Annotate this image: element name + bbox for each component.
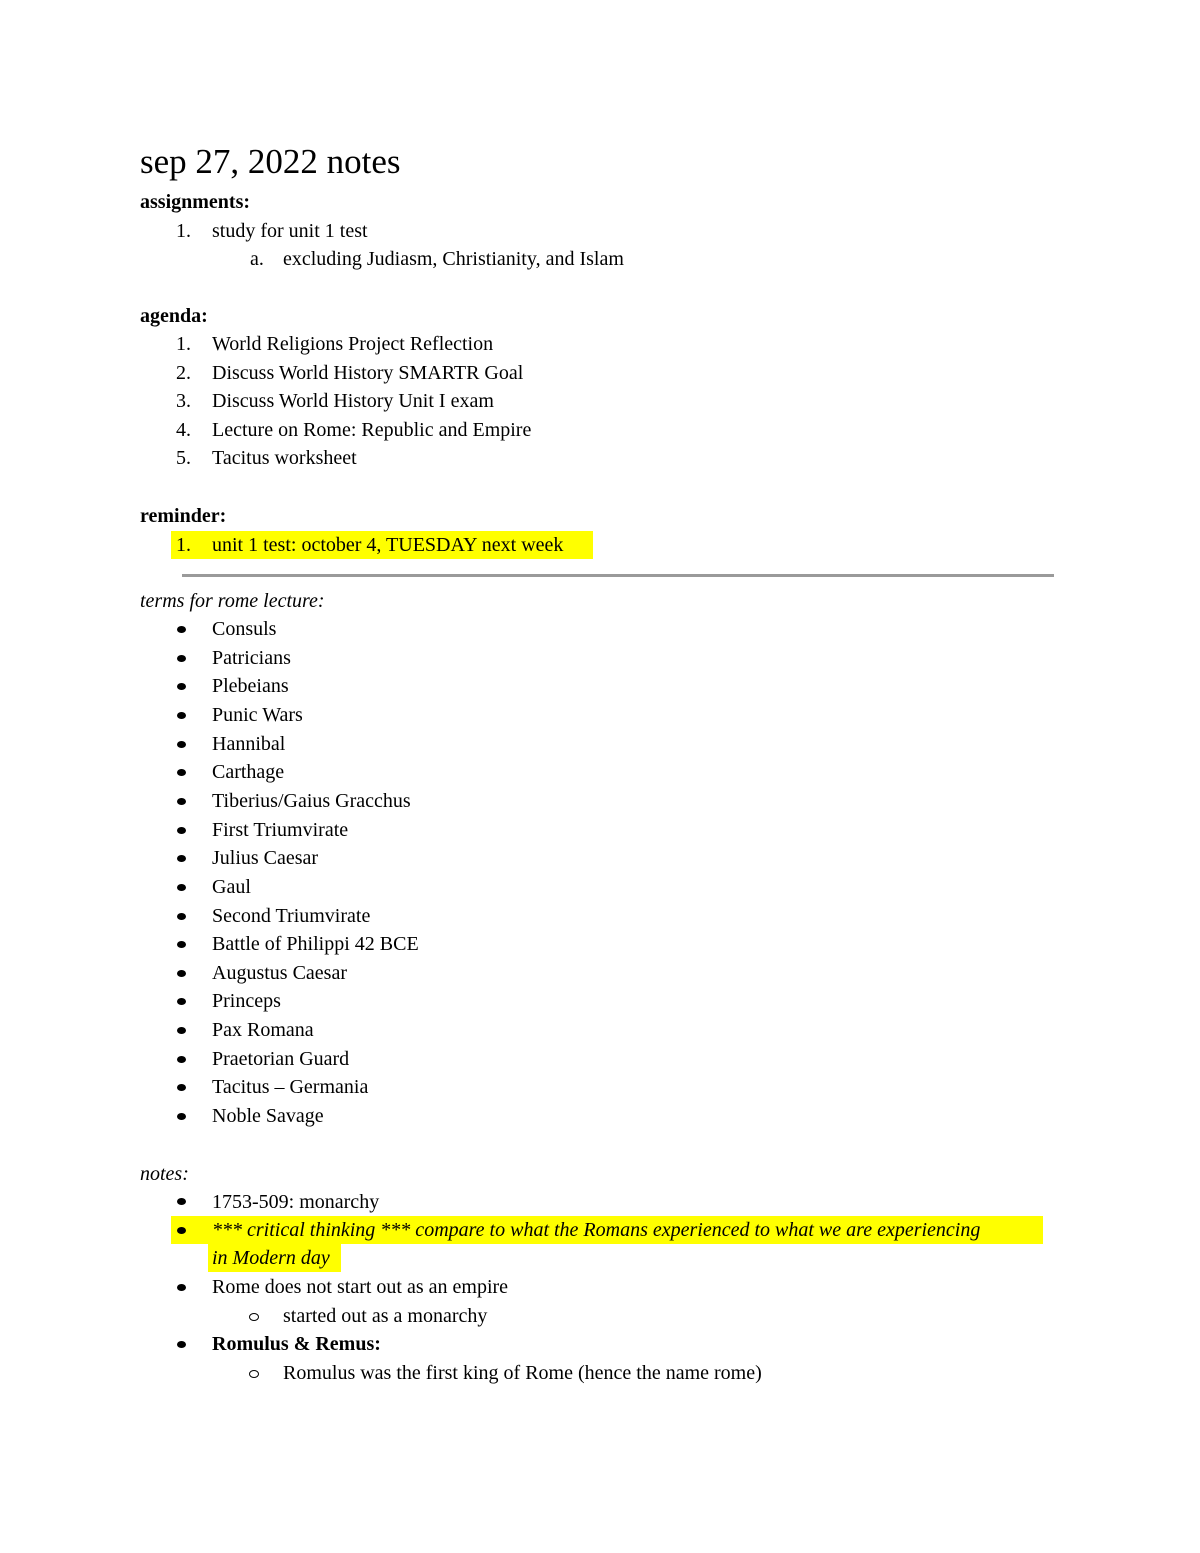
bullet-icon: [177, 970, 186, 977]
notes-item: Rome does not start out as an empire: [212, 1276, 509, 1298]
agenda-marker: 1.: [176, 333, 191, 355]
notes-item: 1753-509: monarchy: [212, 1191, 380, 1213]
assignments-heading: assignments:: [140, 191, 251, 213]
term-item: Princeps: [212, 990, 281, 1013]
bullet-icon: [177, 655, 186, 662]
bullet-icon: [177, 1084, 186, 1091]
bullet-icon: [177, 1198, 186, 1205]
agenda-heading: agenda:: [140, 305, 208, 327]
term-item: Second Triumvirate: [212, 904, 371, 927]
term-item: Battle of Philippi 42 BCE: [212, 933, 419, 956]
term-item: Consuls: [212, 618, 277, 640]
term-item: Praetorian Guard: [212, 1047, 350, 1070]
assignment-subitem-marker: a.: [250, 248, 264, 270]
bullet-icon: [177, 998, 186, 1005]
assignment-item: study for unit 1 test: [212, 220, 368, 242]
agenda-marker: 2.: [176, 362, 191, 384]
agenda-item: Lecture on Rome: Republic and Empire: [212, 419, 532, 441]
bullet-icon: [177, 626, 186, 633]
assignment-subitem: excluding Judiasm, Christianity, and Islam: [283, 248, 624, 270]
critical-thinking-line-cont: in Modern day: [212, 1247, 330, 1269]
bullet-icon: [177, 941, 186, 948]
page-title: sep 27, 2022 notes: [140, 142, 401, 181]
critical-thinking-line: *** critical thinking *** compare to what the Romans experienced to what we are experiencing: [212, 1219, 981, 1241]
term-item: Pax Romana: [212, 1019, 314, 1042]
bullet-icon: [177, 1113, 186, 1120]
notes-subitem: started out as a monarchy: [283, 1305, 488, 1327]
term-item: Noble Savage: [212, 1105, 324, 1128]
hollow-bullet-icon: [249, 1313, 259, 1321]
bullet-icon: [177, 1227, 186, 1234]
term-item: Plebeians: [212, 675, 289, 698]
term-item: Carthage: [212, 761, 285, 784]
bullet-icon: [177, 1284, 186, 1291]
agenda-marker: 3.: [176, 390, 191, 412]
agenda-item: Discuss World History SMARTR Goal: [212, 362, 524, 384]
hollow-bullet-icon: [249, 1370, 259, 1378]
bullet-icon: [177, 769, 186, 776]
term-item: Augustus Caesar: [212, 961, 347, 984]
reminder-item: unit 1 test: october 4, TUESDAY next week: [212, 534, 564, 556]
bullet-icon: [177, 913, 186, 920]
horizontal-divider: [182, 574, 1054, 577]
term-item: Hannibal: [212, 732, 286, 755]
reminder-heading: reminder:: [140, 505, 227, 527]
bullet-icon: [177, 798, 186, 805]
reminder-marker: 1.: [176, 534, 191, 556]
bullet-icon: [177, 1341, 186, 1348]
term-item: Punic Wars: [212, 703, 303, 726]
agenda-item: World Religions Project Reflection: [212, 333, 494, 355]
bullet-icon: [177, 827, 186, 834]
bullet-icon: [177, 712, 186, 719]
term-item: Tiberius/Gaius Gracchus: [212, 789, 411, 812]
bullet-icon: [177, 683, 186, 690]
agenda-marker: 5.: [176, 447, 191, 469]
agenda-marker: 4.: [176, 419, 191, 441]
term-item: Julius Caesar: [212, 847, 319, 870]
terms-heading: terms for rome lecture:: [140, 590, 325, 612]
term-item: Patricians: [212, 646, 291, 669]
term-item: Tacitus – Germania: [212, 1076, 369, 1099]
term-item: First Triumvirate: [212, 818, 349, 841]
notes-subitem: Romulus was the first king of Rome (hence the name rome): [283, 1362, 762, 1384]
bullet-icon: [177, 741, 186, 748]
bullet-icon: [177, 1056, 186, 1063]
agenda-item: Tacitus worksheet: [212, 447, 357, 469]
bullet-icon: [177, 1027, 186, 1034]
bullet-icon: [177, 855, 186, 862]
notes-heading: notes:: [140, 1163, 189, 1185]
notes-item-romulus-remus: Romulus & Remus:: [212, 1333, 381, 1355]
term-item: Gaul: [212, 875, 251, 898]
assignment-marker: 1.: [176, 220, 191, 242]
agenda-item: Discuss World History Unit I exam: [212, 390, 494, 412]
bullet-icon: [177, 884, 186, 891]
